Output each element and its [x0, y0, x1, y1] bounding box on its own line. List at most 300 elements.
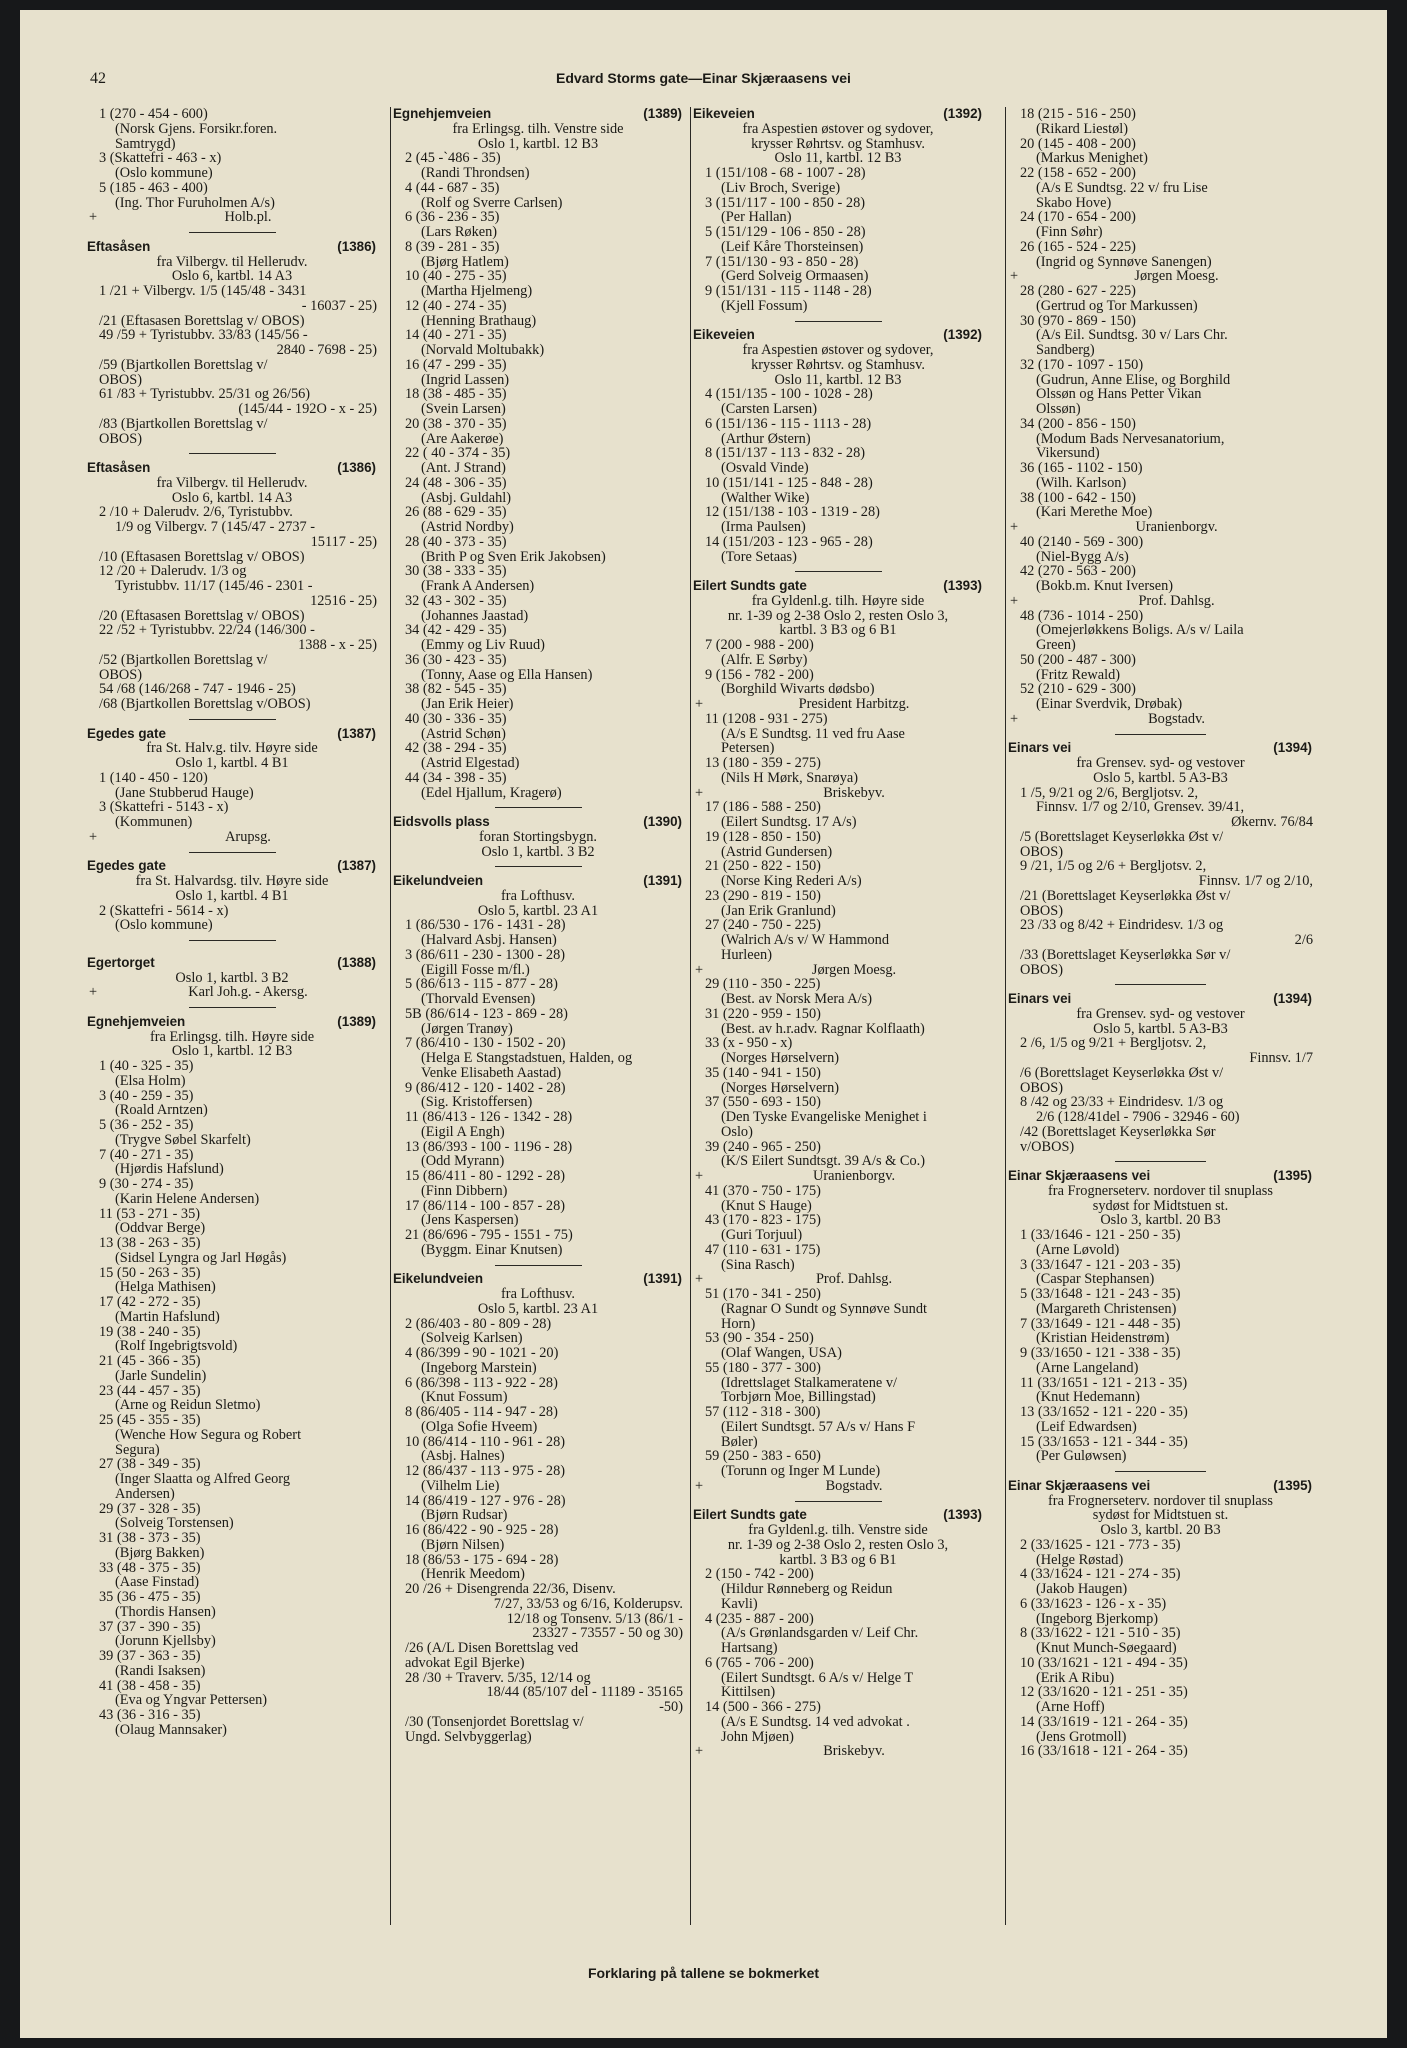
owner-line: Samtrygd)	[115, 135, 176, 152]
owner-line: (Helga E Stangstadstuen, Halden, og	[421, 1050, 633, 1066]
street-heading	[1008, 1169, 1313, 1184]
property-line: 15 (50 - 263 - 35)	[99, 1264, 201, 1281]
property-line: 31 (38 - 373 - 35)	[99, 1530, 201, 1546]
property-line: 3 (86/611 - 230 - 1300 - 28)	[405, 946, 566, 963]
owner-line: (Liv Broch, Sverige)	[721, 179, 841, 196]
owner-line: (A/s E Sundtsg. 22 v/ fru Lise	[1036, 179, 1208, 196]
street-description: fra Grensev. syd- og vestover	[1076, 755, 1245, 771]
street-description: Oslo 1, kartbl. 3 B2	[175, 969, 289, 986]
owner-line: (Ingeborg Marstein)	[421, 1359, 537, 1376]
property-line: OBOS)	[1020, 902, 1064, 919]
property-line: 10 (151/141 - 125 - 848 - 28)	[705, 474, 873, 491]
property-line: 1 /5, 9/21 og 2/6, Bergljotsv. 2,	[1020, 784, 1199, 801]
street-code: (1393)	[943, 1507, 982, 1523]
property-line: 16 (33/1618 - 121 - 264 - 35)	[1020, 1743, 1188, 1760]
property-line: 9 (86/412 - 120 - 1402 - 28)	[405, 1079, 566, 1096]
owner-line: (Omejerløkkens Boligs. A/s v/ Laila	[1036, 622, 1244, 639]
owner-line: (Best. av Norsk Mera A/s)	[721, 991, 872, 1007]
owner-line: (Tore Setaas)	[721, 548, 797, 565]
continuation-line: Finnsv. 1/7 og 2/10,	[1198, 873, 1313, 889]
owner-line: (Randi Throndsen)	[421, 165, 530, 181]
owner-line: (Rolf og Sverre Carlsen)	[421, 194, 563, 211]
owner-line: (Per Hallan)	[721, 209, 792, 226]
owner-line: (Byggm. Einar Knutsen)	[421, 1241, 563, 1258]
plus-icon: +	[695, 961, 704, 978]
property-line: /83 (Bjartkollen Borettslag v/	[99, 415, 268, 432]
owner-line: (Vilhelm Lie)	[421, 1477, 500, 1494]
property-line: 4 (33/1624 - 121 - 274 - 35)	[1020, 1566, 1181, 1583]
owner-line: (A/s Eil. Sundtsg. 30 v/ Lars Chr.	[1036, 327, 1228, 344]
street-name: Eidsvolls plass	[393, 814, 490, 829]
property-line: 30 (970 - 869 - 150)	[1020, 312, 1136, 329]
plus-icon: +	[695, 696, 704, 712]
plus-icon: +	[1010, 592, 1019, 609]
property-line: 5 (86/613 - 115 - 877 - 28)	[405, 976, 558, 993]
plus-icon: +	[1010, 519, 1019, 535]
property-line: OBOS)	[99, 371, 143, 388]
property-line: 7 (33/1649 - 121 - 448 - 35)	[1020, 1315, 1181, 1332]
property-line: 41 (370 - 750 - 175)	[705, 1182, 821, 1199]
owner-line: (Rikard Liestøl)	[1036, 120, 1129, 137]
property-line: 10 (33/1621 - 121 - 494 - 35)	[1020, 1654, 1188, 1671]
property-line: 36 (30 - 423 - 35)	[405, 651, 507, 668]
property-line: 40 (30 - 336 - 35)	[405, 710, 507, 727]
continuation-line: -50)	[659, 1699, 683, 1715]
owner-line: (Johannes Jaastad)	[421, 607, 529, 624]
owner-line: (Torunn og Inger M Lunde)	[721, 1463, 881, 1479]
street-description: fra St. Halv.g. tilv. Høyre side	[146, 740, 318, 757]
owner-line: (Eva og Yngvar Pettersen)	[115, 1692, 268, 1709]
section-divider	[1008, 977, 1313, 992]
property-line: 27 (38 - 349 - 35)	[99, 1456, 201, 1473]
property-line: 7 (40 - 271 - 35)	[99, 1146, 194, 1163]
section-divider	[87, 446, 377, 461]
property-line: 43 (170 - 823 - 175)	[705, 1212, 821, 1229]
owner-line: (Caspar Stephansen)	[1036, 1271, 1155, 1288]
street-description: fra St. Halvardsg. tilv. Høyre side	[135, 873, 329, 889]
street-name: Egnehjemveien	[393, 106, 492, 121]
property-line: /68 (Bjartkollen Borettslag v/OBOS)	[99, 696, 311, 712]
owner-line: Hurleen)	[721, 946, 772, 963]
owner-line: (Ragnar O Sundt og Synnøve Sundt	[721, 1300, 927, 1317]
property-line: 38 (100 - 642 - 150)	[1020, 489, 1136, 506]
owner-line: 2/6 (128/41del - 7906 - 32946 - 60)	[1036, 1109, 1240, 1125]
property-line: 50 (200 - 487 - 300)	[1020, 651, 1136, 668]
property-line: 11 (1208 - 931 - 275)	[705, 710, 828, 727]
owner-line: (Inger Slaatta og Alfred Georg	[115, 1471, 290, 1487]
property-line: /30 (Tonsenjordet Borettslag v/	[405, 1713, 584, 1730]
property-line: 17 (86/114 - 100 - 857 - 28)	[405, 1197, 566, 1214]
cross-street-name: Uranienborgv.	[812, 1168, 896, 1184]
owner-line: (Frank A Andersen)	[421, 578, 535, 594]
property-line: v/OBOS)	[1020, 1138, 1075, 1155]
property-line: 21 (45 - 366 - 35)	[99, 1353, 201, 1369]
owner-line: (Wenche How Segura og Robert	[115, 1426, 302, 1443]
property-line: 13 (38 - 263 - 35)	[99, 1235, 201, 1251]
property-line: 55 (180 - 377 - 300)	[705, 1359, 821, 1376]
plus-icon: +	[89, 828, 98, 845]
property-line: 54 /68 (146/268 - 747 - 1946 - 25)	[99, 681, 296, 698]
owner-line: (Jørgen Tranøy)	[421, 1020, 513, 1037]
property-line: 42 (270 - 563 - 200)	[1020, 563, 1136, 580]
property-line: 20 (145 - 408 - 200)	[1020, 135, 1136, 152]
property-line: OBOS)	[1020, 1079, 1064, 1096]
owner-line: John Mjøen)	[721, 1728, 794, 1745]
property-line: 5 (185 - 463 - 400)	[99, 179, 208, 196]
owner-line: (Knut Hedemann)	[1036, 1389, 1140, 1406]
street-description: nr. 1-39 og 2-38 Oslo 2, resten Oslo 3,	[727, 607, 949, 624]
property-line: 9 (156 - 782 - 200)	[705, 666, 814, 683]
cross-street-name: Briskebyv.	[823, 1743, 885, 1760]
property-line: 6 (33/1623 - 126 - x - 35)	[1020, 1595, 1167, 1612]
property-line: 47 (110 - 631 - 175)	[705, 1241, 821, 1258]
property-line: 8 (33/1622 - 121 - 510 - 35)	[1020, 1625, 1181, 1642]
street-description: Oslo 11, kartbl. 12 B3	[774, 150, 902, 167]
street-description: Oslo 5, kartbl. 5 A3-B3	[1093, 769, 1228, 786]
property-line: 22 (158 - 652 - 200)	[1020, 165, 1136, 181]
property-line: 1 /21 + Vilbergv. 1/5 (145/48 - 3431	[99, 283, 307, 299]
section-divider	[393, 800, 683, 815]
owner-line: (A/s E Sundtsg. 14 ved advokat .	[721, 1713, 910, 1730]
owner-line: Segura)	[115, 1441, 160, 1458]
owner-line: Kittilsen)	[721, 1684, 776, 1701]
footer-note: Forklaring på tallene se bokmerket	[587, 1965, 820, 1981]
owner-line: (Guri Torjuul)	[721, 1227, 803, 1243]
property-line: 9 (33/1650 - 121 - 338 - 35)	[1020, 1345, 1181, 1361]
street-heading	[393, 107, 683, 122]
street-description: krysser Røhrtsv. og Stamhusv.	[751, 135, 925, 152]
property-line: 1 (270 - 454 - 600)	[99, 106, 208, 122]
plus-icon: +	[695, 1271, 704, 1288]
cross-street-name: Arupsg.	[225, 828, 271, 845]
owner-line: (Norvald Moltubakk)	[421, 342, 545, 358]
owner-line: (Asbj. Halnes)	[421, 1448, 505, 1465]
owner-line: (Kari Merethe Moe)	[1036, 504, 1153, 521]
street-description: kartbl. 3 B3 og 6 B1	[779, 1551, 897, 1568]
owner-line: (Arne Langeland)	[1036, 1359, 1139, 1376]
property-line: 2 (33/1625 - 121 - 773 - 35)	[1020, 1536, 1181, 1553]
section-divider	[1008, 1154, 1313, 1169]
continuation-line: 2840 - 7698 - 25)	[276, 342, 377, 358]
property-line: 14 (500 - 366 - 275)	[705, 1699, 821, 1715]
column-3	[690, 107, 983, 1925]
property-line: 24 (48 - 306 - 35)	[405, 474, 507, 491]
property-line: 57 (112 - 318 - 300)	[705, 1404, 821, 1420]
cross-street-line	[693, 1272, 983, 1287]
street-description: fra Erlingsg. tilh. Høyre side	[149, 1028, 315, 1045]
owner-line: (Tonny, Aase og Ella Hansen)	[421, 666, 593, 683]
property-line: 10 (40 - 275 - 35)	[405, 268, 507, 285]
property-line: 52 (210 - 629 - 300)	[1020, 681, 1136, 698]
owner-line: (Knut Fossum)	[421, 1389, 508, 1406]
street-code: (1389)	[337, 1013, 376, 1029]
owner-line: (Henrik Meedom)	[421, 1566, 525, 1583]
owner-line: (Jakob Haugen)	[1036, 1581, 1128, 1597]
owner-line: (Norse King Rederi A/s)	[721, 873, 862, 889]
property-line: 9 /21, 1/5 og 2/6 + Bergljotsv. 2,	[1020, 858, 1207, 875]
owner-line: (Den Tyske Evangeliske Menighet i	[721, 1109, 927, 1125]
owner-line: (Ant. J Strand)	[421, 460, 506, 476]
cross-street-line	[693, 1169, 983, 1184]
street-heading	[693, 579, 983, 594]
property-line: 7 (151/130 - 93 - 850 - 28)	[705, 253, 859, 270]
owner-line: 1/9 og Vilbergv. 7 (145/47 - 2737 -	[115, 519, 316, 535]
property-line: 1 (86/530 - 176 - 1431 - 28)	[405, 917, 566, 934]
property-line: /20 (Eftasasen Borettslag v/ OBOS)	[99, 607, 305, 624]
property-line: 11 (86/413 - 126 - 1342 - 28)	[405, 1109, 573, 1125]
owner-line: Green)	[1036, 637, 1076, 653]
property-line: 23 (44 - 457 - 35)	[99, 1382, 201, 1399]
street-description: Oslo 1, kartbl. 12 B3	[477, 135, 599, 152]
property-line: 4 (86/399 - 90 - 1021 - 20)	[405, 1345, 559, 1361]
owner-line: Skabo Hove)	[1036, 194, 1112, 211]
property-line: /26 (A/L Disen Borettslag ved	[405, 1640, 579, 1656]
street-heading	[1008, 741, 1313, 756]
street-heading	[87, 461, 377, 476]
owner-line: (Bjørg Hatlem)	[421, 253, 509, 270]
owner-line: (Ingrid og Synnøve Sanengen)	[1036, 253, 1212, 270]
street-description: fra Vilbergv. til Hellerudv.	[156, 474, 308, 491]
property-line: 4 (235 - 887 - 200)	[705, 1610, 814, 1627]
property-line: 3 (33/1647 - 121 - 203 - 35)	[1020, 1256, 1181, 1273]
owner-line: (Karin Helene Andersen)	[115, 1190, 260, 1207]
street-heading	[393, 815, 683, 830]
street-code: (1392)	[943, 327, 982, 343]
owner-line: (Olaug Mannsaker)	[115, 1721, 227, 1738]
street-name: Einars vei	[1008, 740, 1072, 756]
owner-line: (Helge Røstad)	[1036, 1551, 1124, 1568]
owner-line: (Alfr. E Sørby)	[721, 651, 808, 668]
section-divider	[87, 712, 377, 727]
property-line: 2 (86/403 - 80 - 809 - 28)	[405, 1315, 552, 1332]
street-description: fra Gyldenl.g. tilh. Høyre side	[751, 592, 925, 609]
continuation-line: 2/6	[1294, 932, 1313, 948]
street-code: (1387)	[337, 858, 376, 874]
property-line: 32 (170 - 1097 - 150)	[1020, 356, 1144, 373]
owner-line: (Emmy og Liv Ruud)	[421, 637, 545, 653]
street-description: fra Grensev. syd- og vestover	[1076, 1005, 1245, 1022]
street-name: Eikelundveien	[393, 873, 484, 888]
owner-line: (Svein Larsen)	[421, 401, 506, 417]
property-line: 13 (33/1652 - 121 - 220 - 35)	[1020, 1404, 1188, 1420]
property-line: 39 (240 - 965 - 250)	[705, 1138, 821, 1155]
section-divider	[87, 1000, 377, 1015]
owner-line: Horn)	[721, 1315, 756, 1332]
continuation-line: 23327 - 73557 - 50 og 30)	[532, 1625, 683, 1642]
street-code: (1394)	[1273, 991, 1312, 1006]
property-line: 37 (550 - 693 - 150)	[705, 1094, 821, 1111]
street-heading	[87, 956, 377, 971]
street-name: Egedes gate	[87, 858, 166, 874]
owner-line: (Arne Løvold)	[1036, 1241, 1120, 1258]
column-2	[390, 107, 683, 1925]
owner-line: (Olaf Wangen, USA)	[721, 1345, 842, 1361]
street-heading	[87, 727, 377, 742]
owner-line: (Arne Hoff)	[1036, 1699, 1105, 1715]
property-line: 3 (151/117 - 100 - 850 - 28)	[705, 194, 866, 211]
property-line: 21 (250 - 822 - 150)	[705, 858, 821, 875]
street-heading	[87, 1015, 377, 1030]
property-line: 29 (37 - 328 - 35)	[99, 1500, 201, 1517]
property-line: 43 (36 - 316 - 35)	[99, 1707, 201, 1723]
section-divider	[393, 859, 683, 874]
property-line: 19 (38 - 240 - 35)	[99, 1323, 201, 1340]
cross-street-line	[87, 210, 377, 225]
owner-line: (Helga Mathisen)	[115, 1279, 216, 1296]
continuation-line: 1388 - x - 25)	[298, 637, 377, 653]
cross-street-line	[87, 985, 377, 1000]
street-description: Oslo 1, kartbl. 3 B2	[481, 843, 595, 860]
owner-line: (Finn Søhr)	[1036, 224, 1103, 240]
property-line: 33 (48 - 375 - 35)	[99, 1559, 201, 1576]
street-description: fra Aspestien østover og sydover,	[742, 342, 934, 358]
street-description: fra Lofthusv.	[501, 1286, 575, 1302]
owner-line: (Hildur Rønneberg og Reidun	[721, 1581, 893, 1597]
property-line: 10 (86/414 - 110 - 961 - 28)	[405, 1433, 566, 1450]
street-heading	[1008, 992, 1313, 1007]
plus-icon: +	[695, 1168, 704, 1184]
plus-icon: +	[89, 984, 98, 1001]
street-description: fra Frognerseterv. nordover til snuplass	[1048, 1182, 1273, 1199]
continuation-line: 12516 - 25)	[310, 592, 377, 609]
owner-line: (Martin Hafslund)	[115, 1308, 220, 1325]
street-code: (1386)	[337, 460, 376, 475]
owner-line: (Thordis Hansen)	[115, 1603, 216, 1620]
continuation-line: 12/18 og Tonsenv. 5/13 (86/1 -	[506, 1610, 683, 1627]
owner-line: Finnsv. 1/7 og 2/10, Grensev. 39/41,	[1036, 799, 1245, 816]
owner-line: (Thorvald Evensen)	[421, 991, 536, 1007]
street-heading	[693, 1508, 983, 1523]
owner-line: Andersen)	[115, 1485, 175, 1502]
owner-line: (Wilh. Karlson)	[1036, 474, 1127, 491]
property-line: 42 (38 - 294 - 35)	[405, 740, 507, 757]
street-code: (1388)	[337, 954, 376, 970]
owner-line: (Idrettslaget Stalkameratene v/	[721, 1374, 898, 1391]
property-line: 44 (34 - 398 - 35)	[405, 769, 507, 786]
property-line: /21 (Eftasasen Borettslag v/ OBOS)	[99, 312, 305, 329]
property-line: 48 (736 - 1014 - 250)	[1020, 607, 1144, 624]
owner-line: (Walther Wike)	[721, 489, 810, 506]
owner-line: (A/s E Sundtsg. 11 ved fru Aase	[721, 725, 905, 742]
property-line: /5 (Borettslaget Keyserløkka Øst v/	[1020, 828, 1224, 845]
property-line: 6 (765 - 706 - 200)	[705, 1654, 814, 1671]
owner-line: (Rolf Ingebrigtsvold)	[115, 1338, 238, 1355]
property-line: 14 (151/203 - 123 - 965 - 28)	[705, 533, 873, 550]
property-line: 49 /59 + Tyristubbv. 33/83 (145/56 -	[99, 327, 308, 344]
plus-icon: +	[1010, 710, 1019, 727]
street-description: Oslo 6, kartbl. 14 A3	[171, 489, 293, 506]
owner-line: (Per Guløwsen)	[1036, 1448, 1127, 1465]
owner-line: (Arne og Reidun Sletmo)	[115, 1397, 261, 1414]
owner-line: (Sidsel Lyngra og Jarl Høgås)	[115, 1249, 287, 1266]
property-line: 33 (x - 950 - x)	[705, 1035, 793, 1052]
street-name: Egnehjemveien	[87, 1013, 186, 1029]
property-line: 5B (86/614 - 123 - 869 - 28)	[405, 1005, 568, 1022]
owner-line: (Kommunen)	[115, 814, 193, 830]
owner-line: (Gudrun, Anne Elise, og Borghild	[1036, 371, 1231, 388]
owner-line: (Roald Arntzen)	[115, 1102, 208, 1119]
street-description: Oslo 1, kartbl. 12 B3	[171, 1043, 293, 1060]
street-name: Einar Skjæraasens vei	[1008, 1477, 1151, 1493]
property-line: 7 (200 - 988 - 200)	[705, 637, 814, 653]
owner-line: (Niel-Bygg A/s)	[1036, 548, 1129, 565]
property-line: 16 (47 - 299 - 35)	[405, 356, 507, 373]
owner-line: (Jane Stubberud Hauge)	[115, 784, 254, 801]
street-name: Eftasåsen	[87, 460, 151, 475]
property-line: 15 (33/1653 - 121 - 344 - 35)	[1020, 1433, 1188, 1450]
street-description: fra Aspestien østover og sydover,	[742, 120, 934, 137]
street-description: Oslo 5, kartbl. 23 A1	[477, 1300, 599, 1317]
street-description: Oslo 5, kartbl. 5 A3-B3	[1093, 1020, 1228, 1037]
property-line: 2 (150 - 742 - 200)	[705, 1566, 814, 1583]
street-description: fra Frognerseterv. nordover til snuplass	[1048, 1492, 1273, 1509]
owner-line: (Henning Brathaug)	[421, 312, 537, 329]
street-description: sydøst for Midtstuen st.	[1092, 1197, 1229, 1214]
owner-line: (Margareth Christensen)	[1036, 1300, 1177, 1317]
cross-street-line	[1008, 520, 1313, 535]
street-code: (1392)	[943, 106, 982, 121]
cross-street-name: Prof. Dahlsg.	[1138, 592, 1215, 609]
property-line: 28 (40 - 373 - 35)	[405, 533, 507, 550]
street-description: krysser Røhrtsv. og Stamhusv.	[751, 356, 925, 373]
property-line: 2 (Skattefri - 5614 - x)	[99, 902, 229, 919]
property-line: 59 (250 - 383 - 650)	[705, 1448, 821, 1465]
property-line: Ungd. Selvbyggerlag)	[405, 1728, 532, 1745]
owner-line: (Eilert Sundtsgt. 57 A/s v/ Hans F	[721, 1418, 916, 1435]
owner-line: (K/S Eilert Sundtsgt. 39 A/s & Co.)	[721, 1153, 926, 1170]
owner-line: (Carsten Larsen)	[721, 401, 817, 417]
property-line: 23 (290 - 819 - 150)	[705, 887, 821, 904]
property-line: /59 (Bjartkollen Borettslag v/	[99, 356, 268, 373]
owner-line: (Leif Kåre Thorsteinsen)	[721, 238, 864, 255]
property-line: 51 (170 - 341 - 250)	[705, 1286, 821, 1302]
owner-line: (Kristian Heidenstrøm)	[1036, 1330, 1170, 1347]
column-1	[87, 107, 377, 1738]
cross-street-name: Bogstadv.	[825, 1477, 883, 1494]
owner-line: (Borghild Wivarts dødsbo)	[721, 681, 875, 698]
street-code: (1394)	[1273, 740, 1312, 756]
owner-line: (Jan Erik Heier)	[421, 696, 514, 712]
owner-line: (Oslo kommune)	[115, 917, 213, 934]
property-line: 32 (43 - 302 - 35)	[405, 592, 507, 609]
street-name: Einars vei	[1008, 991, 1072, 1006]
property-line: 5 (36 - 252 - 35)	[99, 1117, 194, 1133]
page-number: 42	[90, 70, 106, 87]
property-line: 30 (38 - 333 - 35)	[405, 563, 507, 580]
owner-line: (Randi Isaksen)	[115, 1662, 206, 1679]
property-line: 12 (86/437 - 113 - 975 - 28)	[405, 1463, 566, 1479]
continuation-line: Finnsv. 1/7	[1249, 1050, 1313, 1066]
plus-icon: +	[89, 209, 98, 226]
owner-line: (Irma Paulsen)	[721, 519, 806, 535]
property-line: 8 /42 og 23/33 + Eindridesv. 1/3 og	[1020, 1094, 1224, 1111]
property-line: 11 (33/1651 - 121 - 213 - 35)	[1020, 1374, 1188, 1391]
owner-line: Torbjørn Moe, Billingstad)	[721, 1389, 876, 1406]
section-divider	[1008, 1464, 1313, 1479]
property-line: 15 (86/411 - 80 - 1292 - 28)	[405, 1168, 566, 1184]
property-line: 1 (33/1646 - 121 - 250 - 35)	[1020, 1227, 1181, 1243]
continuation-line: 15117 - 25)	[310, 533, 377, 550]
street-name: Einar Skjæraasens vei	[1008, 1168, 1151, 1183]
street-name: Eikeveien	[693, 327, 755, 343]
street-heading	[693, 328, 983, 343]
property-line: 29 (110 - 350 - 225)	[705, 976, 821, 993]
property-line: 5 (33/1648 - 121 - 243 - 35)	[1020, 1286, 1181, 1302]
property-line: /52 (Bjartkollen Borettslag v/	[99, 651, 268, 668]
cross-street-name: Briskebyv.	[823, 784, 885, 801]
property-line: /6 (Borettslaget Keyserløkka Øst v/	[1020, 1064, 1224, 1081]
property-line: 6 (86/398 - 113 - 922 - 28)	[405, 1374, 558, 1391]
